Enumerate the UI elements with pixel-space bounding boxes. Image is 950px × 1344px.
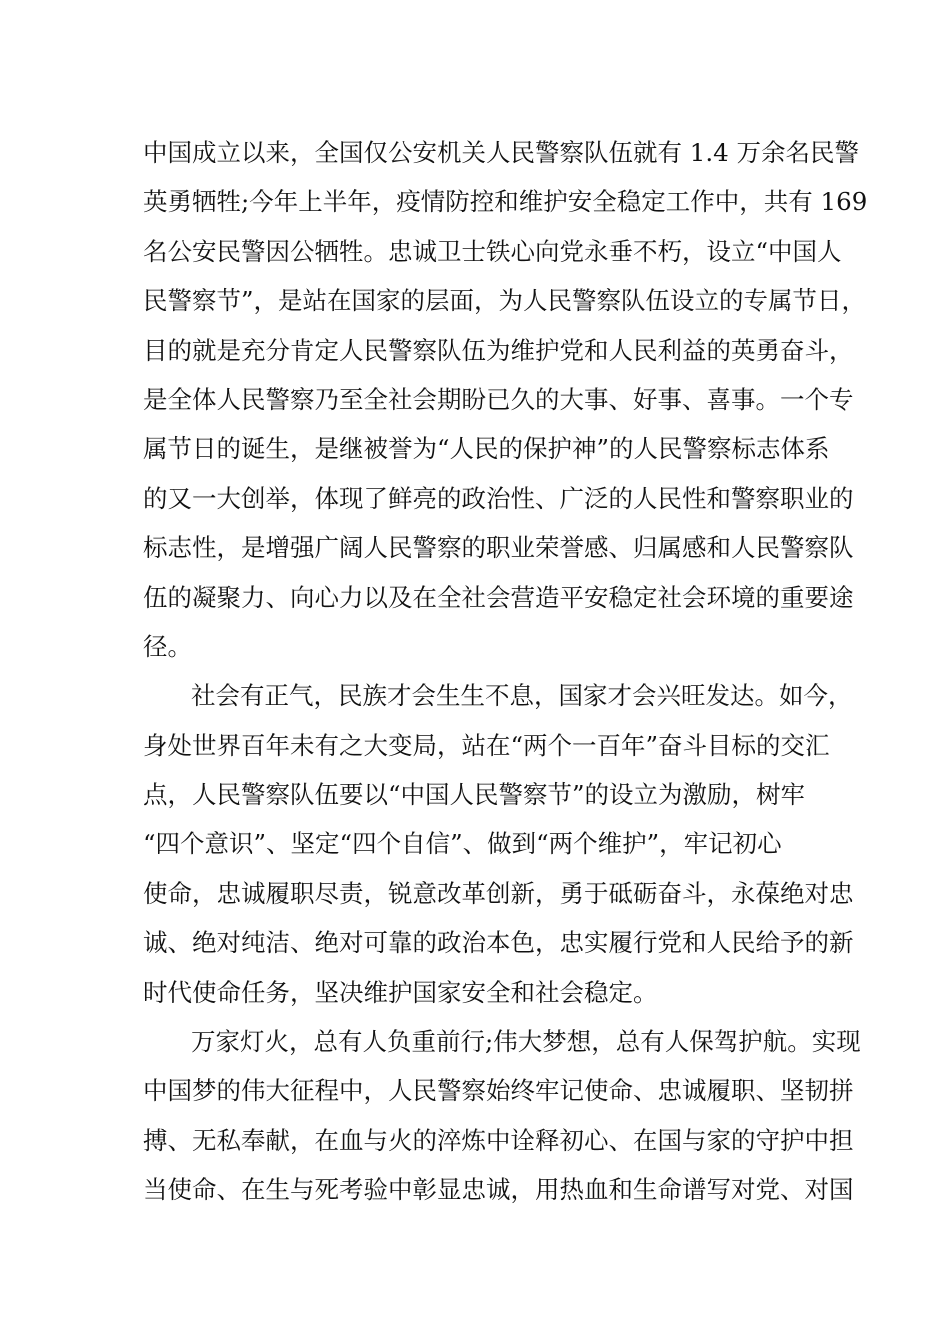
text-line: 英勇牺牲;今年上半年，疫情防控和维护安全稳定工作中，共有 169 (143, 187, 868, 217)
text-line: 属节日的诞生，是继被誉为“人民的保护神”的人民警察标志体系 (143, 434, 830, 464)
paragraph-start-line: 社会有正气，民族才会生生不息，国家才会兴旺发达。如今， (191, 681, 853, 711)
text-line: 中国梦的伟大征程中，人民警察始终牢记使命、忠诚履职、坚韧拼 (143, 1076, 854, 1106)
text-line: 诚、绝对纯洁、绝对可靠的政治本色，忠实履行党和人民给予的新 (143, 928, 854, 958)
text-line: “四个意识”、坚定“四个自信”、做到“两个维护”，牢记初心 (143, 829, 782, 859)
text-line: 点，人民警察队伍要以“中国人民警察节”的设立为激励，树牢 (143, 780, 806, 810)
text-line: 民警察节”，是站在国家的层面，为人民警察队伍设立的专属节日， (143, 286, 867, 316)
text-line: 中国成立以来，全国仅公安机关人民警察队伍就有 1.4 万余名民警 (143, 138, 860, 167)
text-line: 的又一大创举，体现了鲜亮的政治性、广泛的人民性和警察职业的 (143, 483, 854, 513)
text-line: 是全体人民警察乃至全社会期盼已久的大事、好事、喜事。一个专 (143, 384, 854, 414)
text-line: 标志性，是增强广阔人民警察的职业荣誉感、归属感和人民警察队 (143, 533, 854, 563)
text-line: 时代使命任务，坚决维护国家安全和社会稳定。 (143, 977, 658, 1007)
text-line: 径。 (143, 631, 192, 661)
document-body (143, 128, 868, 1215)
text-line: 伍的凝聚力、向心力以及在全社会营造平安稳定社会环境的重要途 (143, 582, 854, 612)
text-line: 当使命、在生与死考验中彰显忠诚，用热血和生命谱写对党、对国 (143, 1175, 854, 1205)
text-line: 身处世界百年未有之大变局，站在“两个一百年”奋斗目标的交汇 (143, 730, 830, 760)
text-line: 搏、无私奉献，在血与火的淬炼中诠释初心、在国与家的守护中担 (143, 1125, 854, 1155)
text-line: 名公安民警因公牺牲。忠诚卫士铁心向党永垂不朽，设立“中国人 (143, 236, 842, 266)
paragraph-start-line: 万家灯火，总有人负重前行;伟大梦想，总有人保驾护航。实现 (191, 1027, 861, 1057)
text-line: 目的就是充分肯定人民警察队伍为维护党和人民利益的英勇奋斗， (143, 335, 854, 365)
text-line: 使命，忠诚履职尽责，锐意改革创新，勇于砥砺奋斗，永葆绝对忠 (143, 878, 854, 908)
